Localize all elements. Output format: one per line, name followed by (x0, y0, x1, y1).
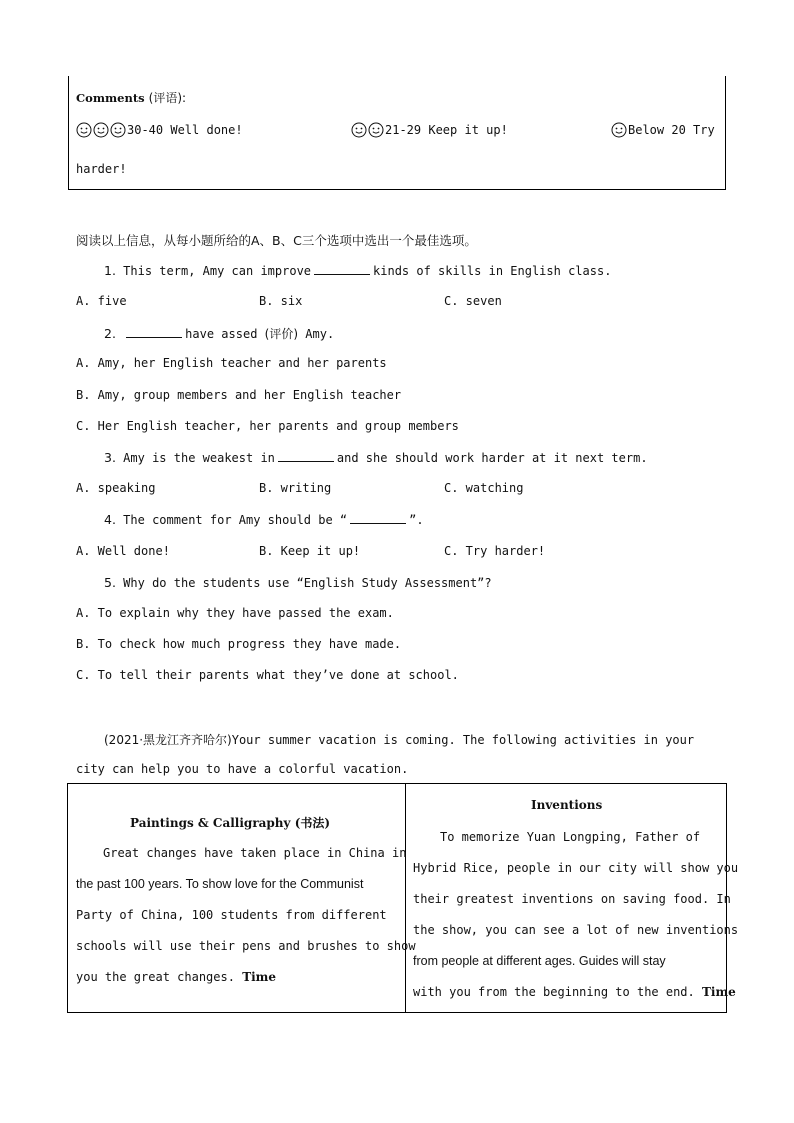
smiley-face-icon (93, 122, 109, 138)
question-text-cn: (评价) (264, 327, 299, 341)
question-text: Amy. (305, 327, 335, 341)
activity-line: To memorize Yuan Longping, Father of (440, 830, 701, 844)
question-4 (104, 512, 424, 527)
activity-line: Hybrid Rice, people in our city will show you (413, 861, 739, 875)
option-a: A. five (76, 294, 127, 308)
comment-level-3 (611, 122, 715, 138)
activity-line (76, 970, 276, 984)
activity-line (413, 985, 736, 999)
smiley-group-3 (76, 122, 126, 138)
activities-table (67, 783, 739, 1013)
smiley-group-2 (351, 122, 384, 138)
smiley-face-icon (76, 122, 92, 138)
comments-box (68, 76, 726, 190)
activity-line: Great changes have taken place in China in (103, 846, 407, 860)
passage-source: (2021·黑龙江齐齐哈尔) (104, 733, 232, 747)
question-text: Why do the students use “English Study Assessment”? (123, 576, 492, 590)
comment-level-2-text: 21-29 Keep it up! (385, 123, 508, 137)
activity-line: the past 100 years. To show love for the Communist (76, 877, 364, 891)
question-text: ”. (409, 513, 424, 527)
option-a: A. Well done! (76, 544, 170, 558)
activity-title-cn: (书法) (294, 816, 331, 830)
passage-intro-line-2: city can help you to have a colorful vacation. (76, 762, 409, 776)
question-text: This term, Amy can improve (123, 264, 312, 278)
question-text: The comment for Amy should be “ (123, 513, 348, 527)
activity-time-label: Time (702, 985, 736, 999)
activity-line-text: with you from the beginning to the end. (413, 985, 695, 999)
question-text: and she should work harder at it next term. (336, 451, 648, 465)
smiley-face-icon (351, 122, 367, 138)
option-b: B. six (259, 294, 303, 308)
answer-blank (278, 451, 334, 462)
activity-line-text: you the great changes. (76, 970, 235, 984)
answer-blank (350, 513, 406, 524)
option-c: C. watching (444, 481, 524, 495)
activity-line: the show, you can see a lot of new inventions (413, 923, 739, 937)
question-number: 5. (104, 575, 116, 590)
comment-level-2 (351, 122, 508, 138)
question-text: Amy is the weakest in (123, 451, 275, 465)
answer-blank (126, 327, 182, 338)
activity-line: their greatest inventions on saving food. In (413, 892, 731, 906)
table-divider (405, 784, 406, 1012)
smiley-face-icon (611, 122, 627, 138)
option-b: B. Keep it up! (259, 544, 361, 558)
smiley-face-icon (368, 122, 384, 138)
comments-title-text: Comments (76, 91, 145, 105)
instruction-text: 阅读以上信息，从每小题所给的A、B、C三个选项中选出一个最佳选项。 (76, 233, 477, 248)
question-3 (104, 450, 648, 465)
smiley-face-icon (110, 122, 126, 138)
comment-level-3-text: Below 20 Try (628, 123, 715, 137)
activity-line: schools will use their pens and brushes to show (76, 939, 416, 953)
activity-title (130, 814, 330, 831)
comment-level-1 (76, 122, 243, 138)
option-c: C. seven (444, 294, 502, 308)
activity-title: Inventions (531, 798, 603, 812)
option-c: C. To tell their parents what they’ve done at school. (76, 668, 459, 682)
question-5 (104, 575, 492, 590)
option-a: A. Amy, her English teacher and her parents (76, 356, 387, 370)
question-number: 3. (104, 450, 116, 465)
answer-blank (314, 264, 370, 275)
question-1 (104, 263, 611, 278)
comments-title-cn: (评语): (148, 91, 187, 105)
comment-level-1-text: 30-40 Well done! (127, 123, 243, 137)
comments-title (76, 89, 186, 106)
option-a: A. speaking (76, 481, 156, 495)
option-c: C. Her English teacher, her parents and group members (76, 419, 459, 433)
question-2 (104, 325, 334, 342)
comment-wrap-text: harder! (76, 162, 127, 176)
question-number: 4. (104, 512, 116, 527)
activity-line: from people at different ages. Guides will stay (413, 954, 666, 968)
question-text: have assed (185, 327, 258, 341)
activity-title-text: Paintings & Calligraphy (130, 816, 291, 830)
question-text: kinds of skills in English class. (373, 264, 612, 278)
option-b: B. Amy, group members and her English teacher (76, 388, 402, 402)
passage-intro-line-1: Your summer vacation is coming. The following activities in your (231, 733, 695, 747)
option-c: C. Try harder! (444, 544, 546, 558)
passage-intro (104, 731, 694, 748)
option-b: B. To check how much progress they have made. (76, 637, 402, 651)
question-number: 2. (104, 326, 116, 341)
smiley-group-1 (611, 122, 627, 138)
option-b: B. writing (259, 481, 332, 495)
question-number: 1. (104, 263, 116, 278)
activity-line: Party of China, 100 students from different (76, 908, 387, 922)
activity-time-label: Time (242, 970, 277, 984)
option-a: A. To explain why they have passed the exam. (76, 606, 394, 620)
